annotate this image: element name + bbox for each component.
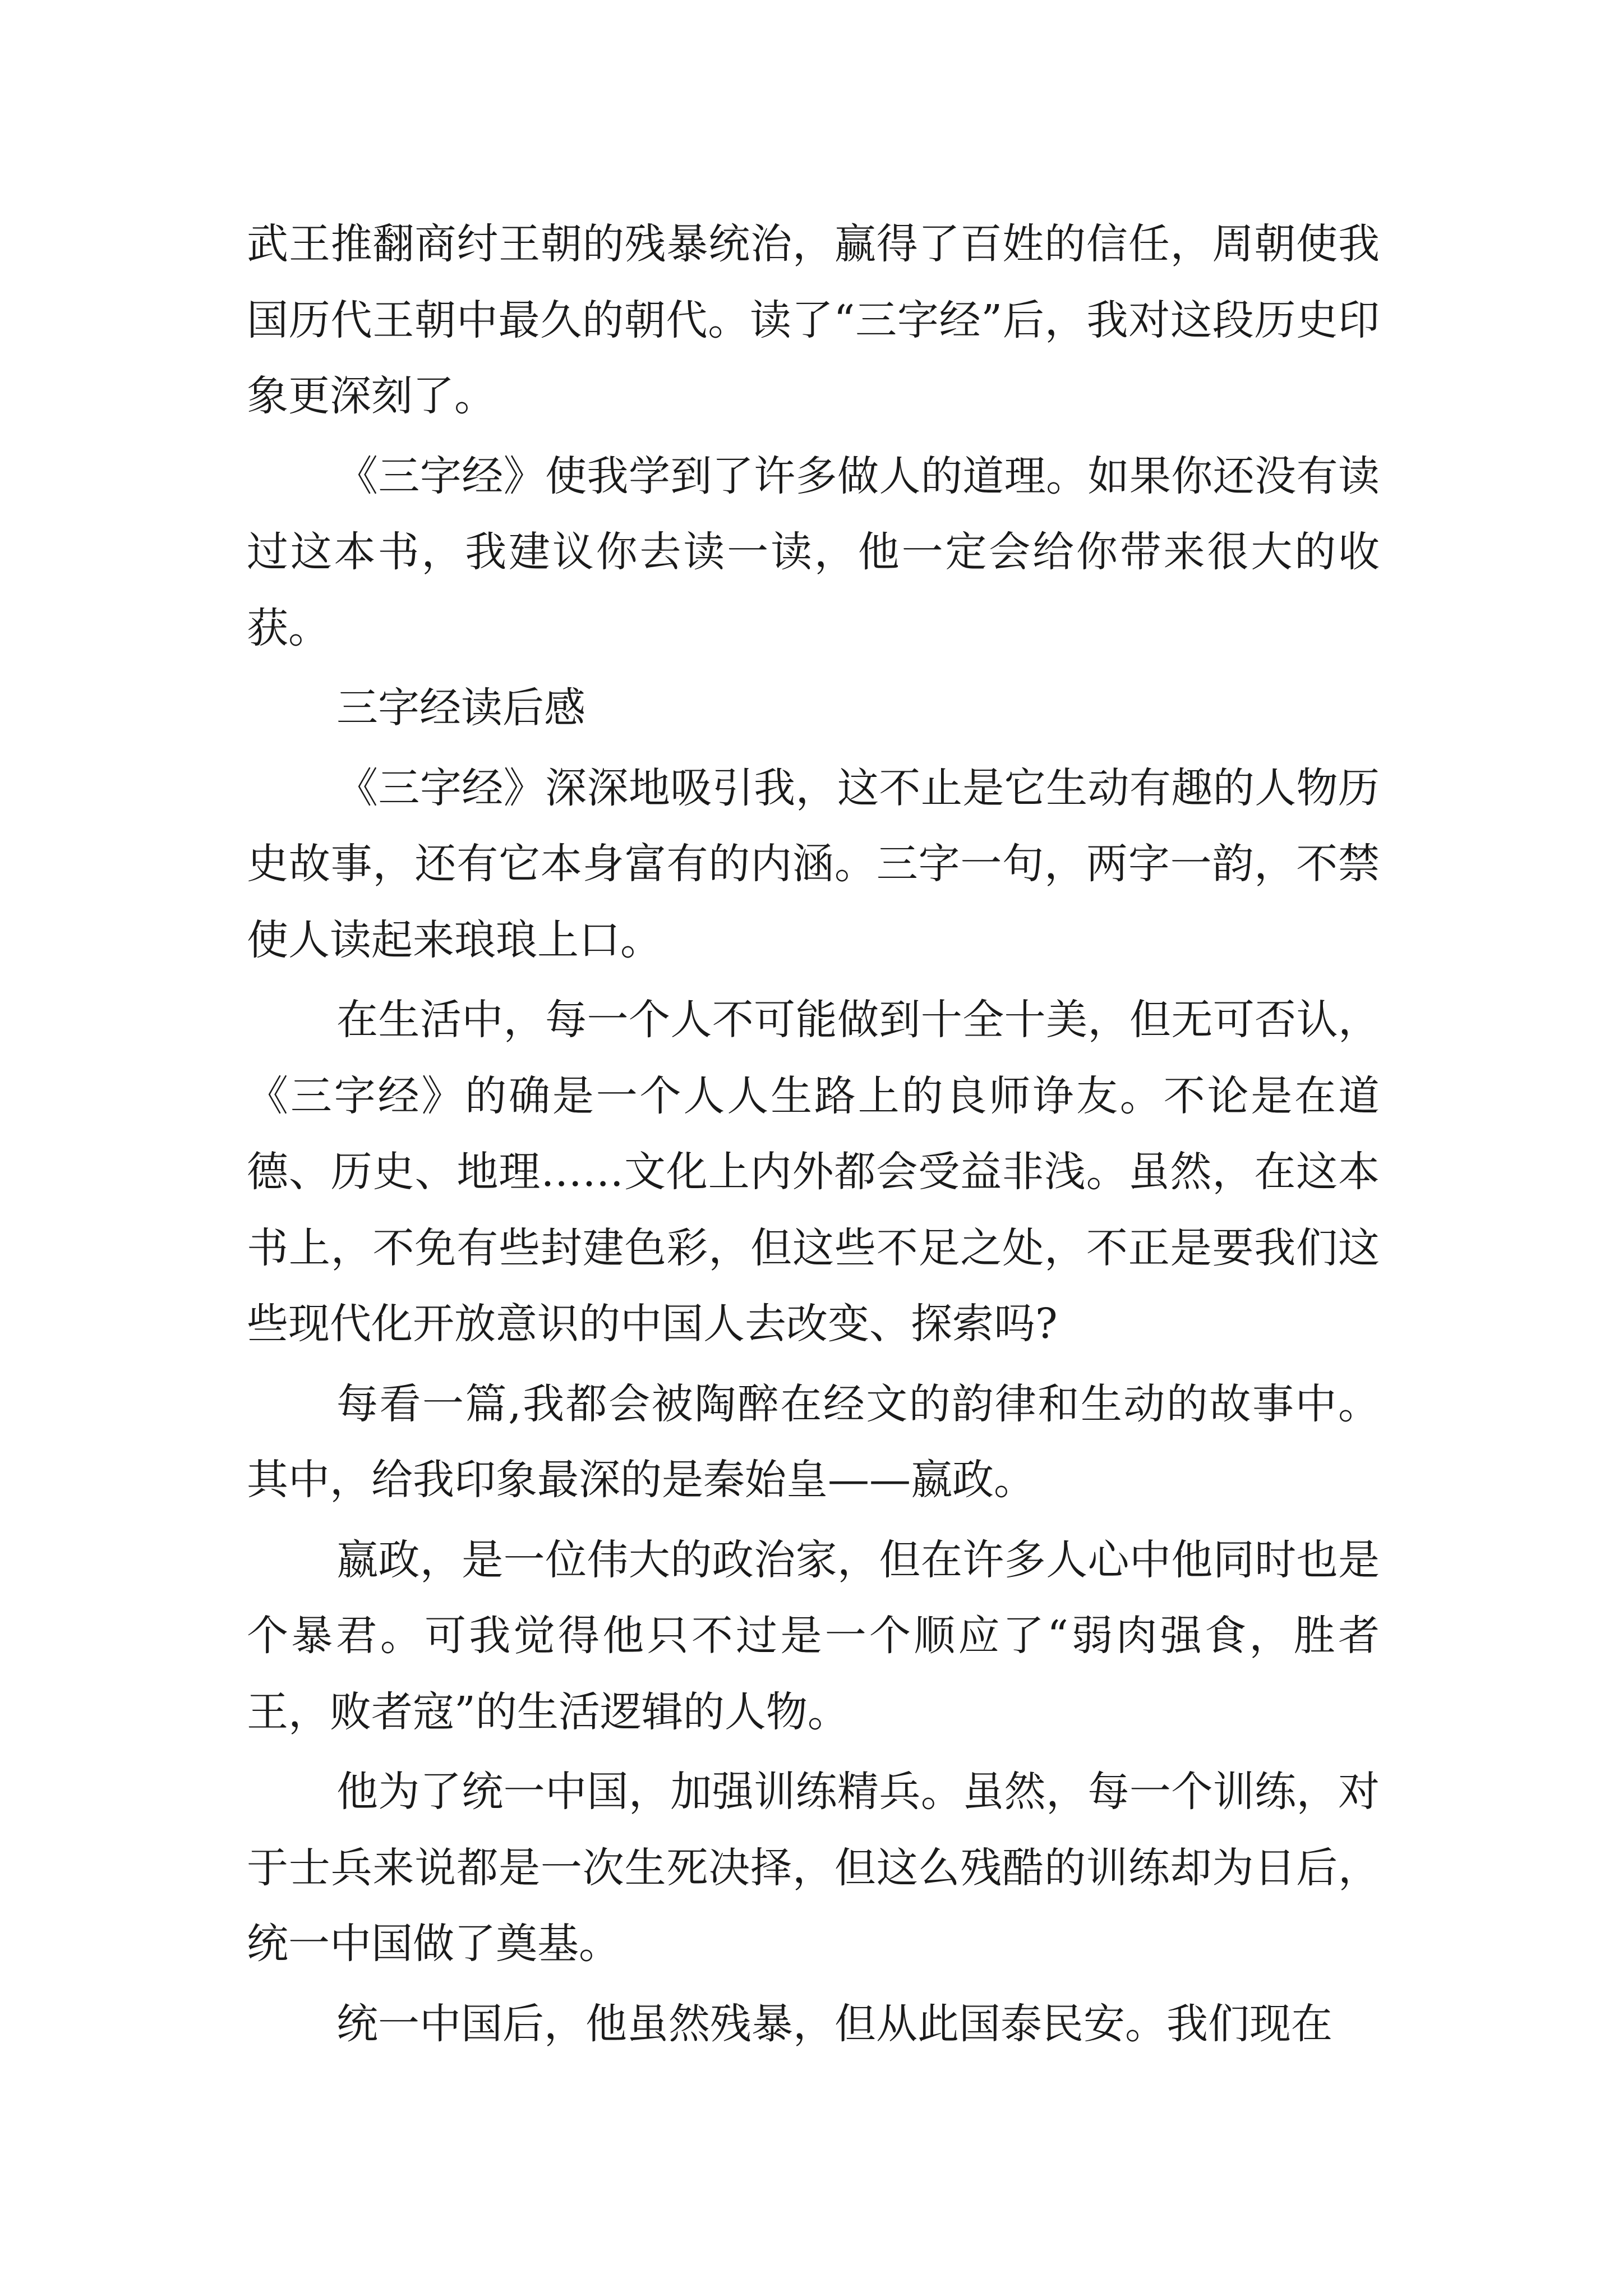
paragraph-2: 《三字经》使我学到了许多做人的道理。如果你还没有读过这本书，我建议你去读一读，他一定会给你带来很大的收获。: [247, 452, 1380, 652]
section-title: 三字经读后感: [336, 684, 585, 732]
document-body: [247, 206, 1380, 2066]
paragraph-1: 武王推翻商纣王朝的残暴统治，赢得了百姓的信任，周朝使我国历代王朝中最久的朝代。读了“三字经”后，我对这段历史印象更深刻了。: [247, 220, 1380, 420]
paragraph-3: 《三字经》深深地吸引我，这不止是它生动有趣的人物历史故事，还有它本身富有的内涵。三字一句，两字一韵，不禁使人读起来琅琅上口。: [247, 763, 1380, 964]
paragraph-6: 嬴政，是一位伟大的政治家，但在许多人心中他同时也是个暴君。可我觉得他只不过是一个顺应了“弱肉强食，胜者王，败者寇”的生活逻辑的人物。: [247, 1535, 1380, 1736]
paragraph-4: 在生活中，每一个人不可能做到十全十美，但无可否认，《三字经》的确是一个人人生路上的良师诤友。不论是在道德、历史、地理……文化上内外都会受益非浅。虽然，在这本书上，不免有些封建色彩，但这些不足之处，不正是要我们这些现代化开放意识的中国人去改变、探索吗?: [247, 996, 1380, 1348]
paragraph-5: 每看一篇,我都会被陶醉在经文的韵律和生动的故事中。其中，给我印象最深的是秦始皇——嬴政。: [247, 1379, 1380, 1504]
paragraph-7: 他为了统一中国，加强训练精兵。虽然，每一个训练，对于士兵来说都是一次生死决择，但这么残酷的训练却为日后，统一中国做了奠基。: [247, 1768, 1380, 1968]
paragraph-8: 统一中国后，他虽然残暴，但从此国泰民安。我们现在: [336, 1999, 1332, 2048]
